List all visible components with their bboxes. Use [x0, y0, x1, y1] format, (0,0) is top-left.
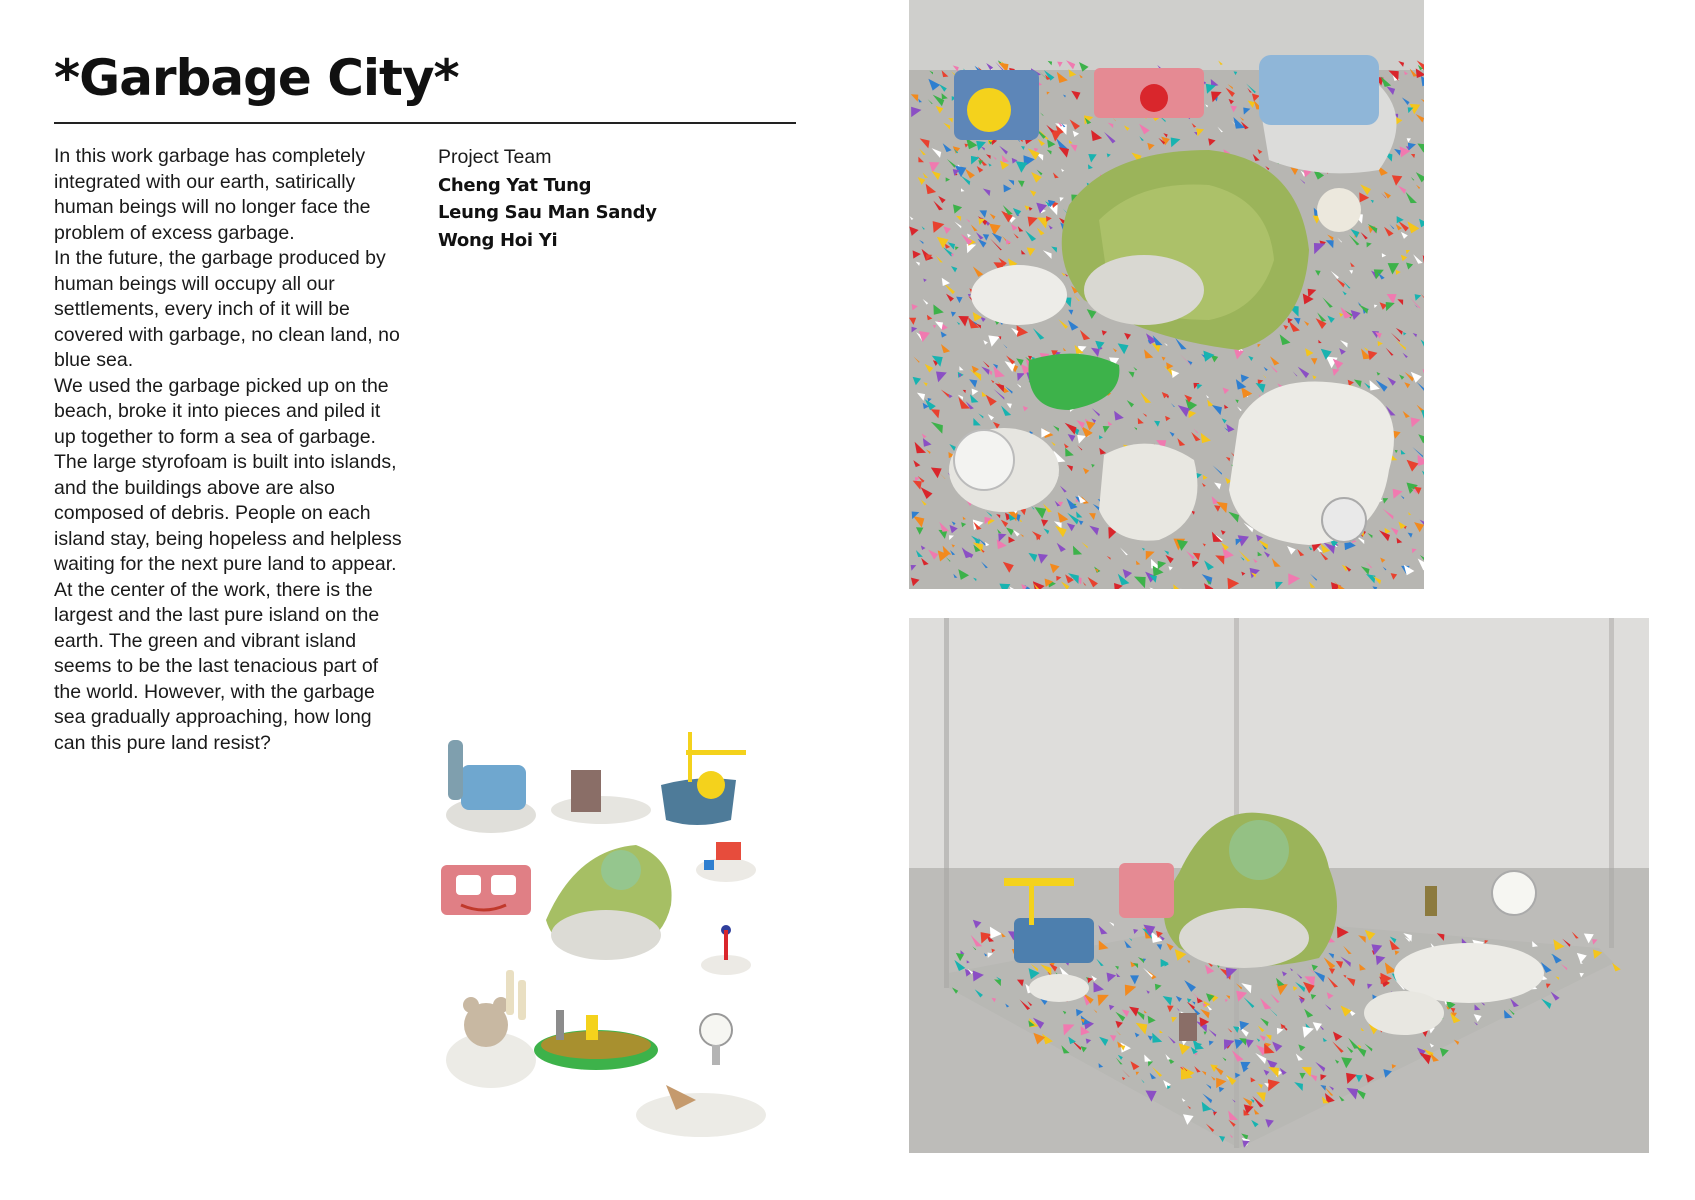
island-models-cutouts	[436, 730, 796, 1150]
project-description	[54, 144, 404, 756]
description-paragraph: We used the garbage picked up on the beach, broke it into pieces and piled it up together to form a sea of garbage. The large styrofoam is built into islands, and the buildings above are also composed of debris. People on each island stay, being hopeless and helpless waiting for the next pure land to appear.	[54, 374, 402, 575]
installation-side-view-photo	[909, 618, 1649, 1153]
team-member: Cheng Yat Tung	[438, 174, 592, 196]
page-title: *Garbage City*	[54, 49, 459, 107]
description-paragraph: In the future, the garbage produced by human beings will occupy all our settlements, every inch of it will be covered with garbage, no clean land, no blue sea.	[54, 247, 400, 371]
team-member: Leung Sau Man Sandy	[438, 202, 657, 223]
project-team	[438, 144, 657, 254]
project-team-label: Project Team	[438, 146, 552, 168]
team-member: Wong Hoi Yi	[438, 229, 558, 251]
installation-top-view-photo	[909, 0, 1424, 589]
title-divider	[54, 122, 796, 124]
description-paragraph: In this work garbage has completely integrated with our earth, satirically human beings will no longer face the problem of excess garbage.	[54, 145, 371, 244]
description-paragraph: At the center of the work, there is the largest and the last pure island on the earth. The green and vibrant island seems to be the last tenacious part of the world. However, with the garbage sea gradually approaching, how long can this pure land resist?	[54, 578, 380, 754]
